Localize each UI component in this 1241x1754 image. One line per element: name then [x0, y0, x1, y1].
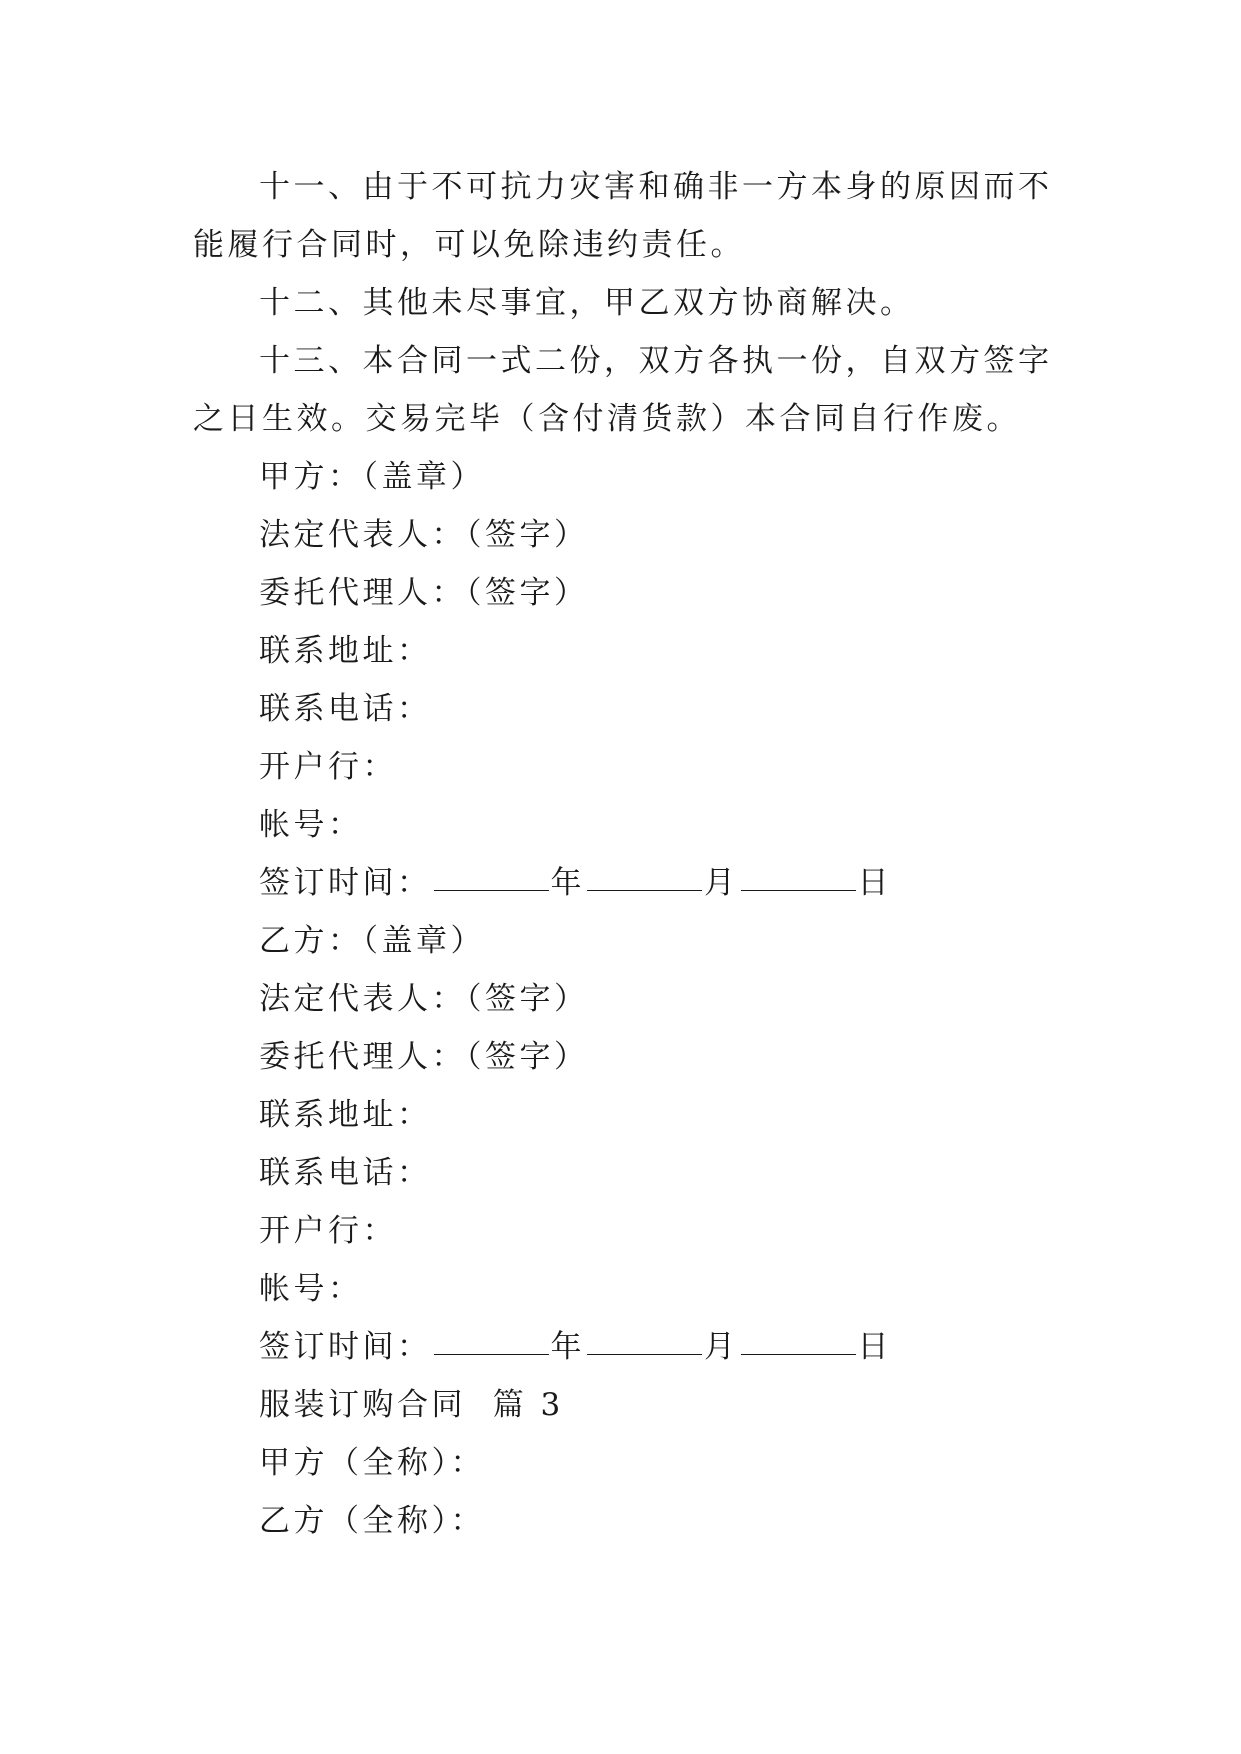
party-b-legal-rep: 法定代表人：（签字） — [259, 981, 589, 1017]
clause-11: 十一、由于不可抗力灾害和确非一方本身的原因而不能履行合同时，可以免除违约责任。 — [193, 169, 1053, 263]
clause-12: 十二、其他未尽事宜，甲乙双方协商解决。 — [259, 285, 915, 321]
section-title: 服装订购合同 篇 3 — [259, 1387, 564, 1423]
party-b-account: 帐号： — [259, 1271, 363, 1307]
month-label: 月 — [704, 1329, 739, 1365]
party-b-phone: 联系电话： — [259, 1155, 432, 1191]
document-body — [193, 158, 1053, 1550]
party-a-address: 联系地址： — [259, 633, 432, 669]
party-a-agent: 委托代理人：（签字） — [259, 575, 589, 611]
date-label: 签订时间： — [259, 865, 432, 901]
party-a-seal: 甲方：（盖章） — [259, 459, 485, 495]
party-a-fullname: 甲方（全称）： — [259, 1445, 485, 1481]
party-b-bank: 开户行： — [259, 1213, 397, 1249]
party-b-agent: 委托代理人：（签字） — [259, 1039, 589, 1075]
year-label: 年 — [550, 865, 585, 901]
day-label: 日 — [857, 865, 892, 901]
party-b-fullname: 乙方（全称）： — [259, 1503, 485, 1539]
date-label: 签订时间： — [259, 1329, 432, 1365]
party-a-bank: 开户行： — [259, 749, 397, 785]
party-b-address: 联系地址： — [259, 1097, 432, 1133]
clause-13: 十三、本合同一式二份，双方各执一份，自双方签字之日生效。交易完毕（含付清货款）本合同自行作废。 — [193, 343, 1053, 437]
year-blank — [434, 888, 549, 891]
month-blank — [587, 888, 702, 891]
year-blank — [434, 1352, 549, 1355]
day-blank — [741, 888, 856, 891]
party-a-account: 帐号： — [259, 807, 363, 843]
month-label: 月 — [704, 865, 739, 901]
day-label: 日 — [857, 1329, 892, 1365]
party-a-phone: 联系电话： — [259, 691, 432, 727]
party-b-sign-date — [193, 1318, 1053, 1376]
month-blank — [587, 1352, 702, 1355]
party-a-legal-rep: 法定代表人：（签字） — [259, 517, 589, 553]
party-b-seal: 乙方：（盖章） — [259, 923, 485, 959]
year-label: 年 — [550, 1329, 585, 1365]
party-a-sign-date — [193, 854, 1053, 912]
day-blank — [741, 1352, 856, 1355]
